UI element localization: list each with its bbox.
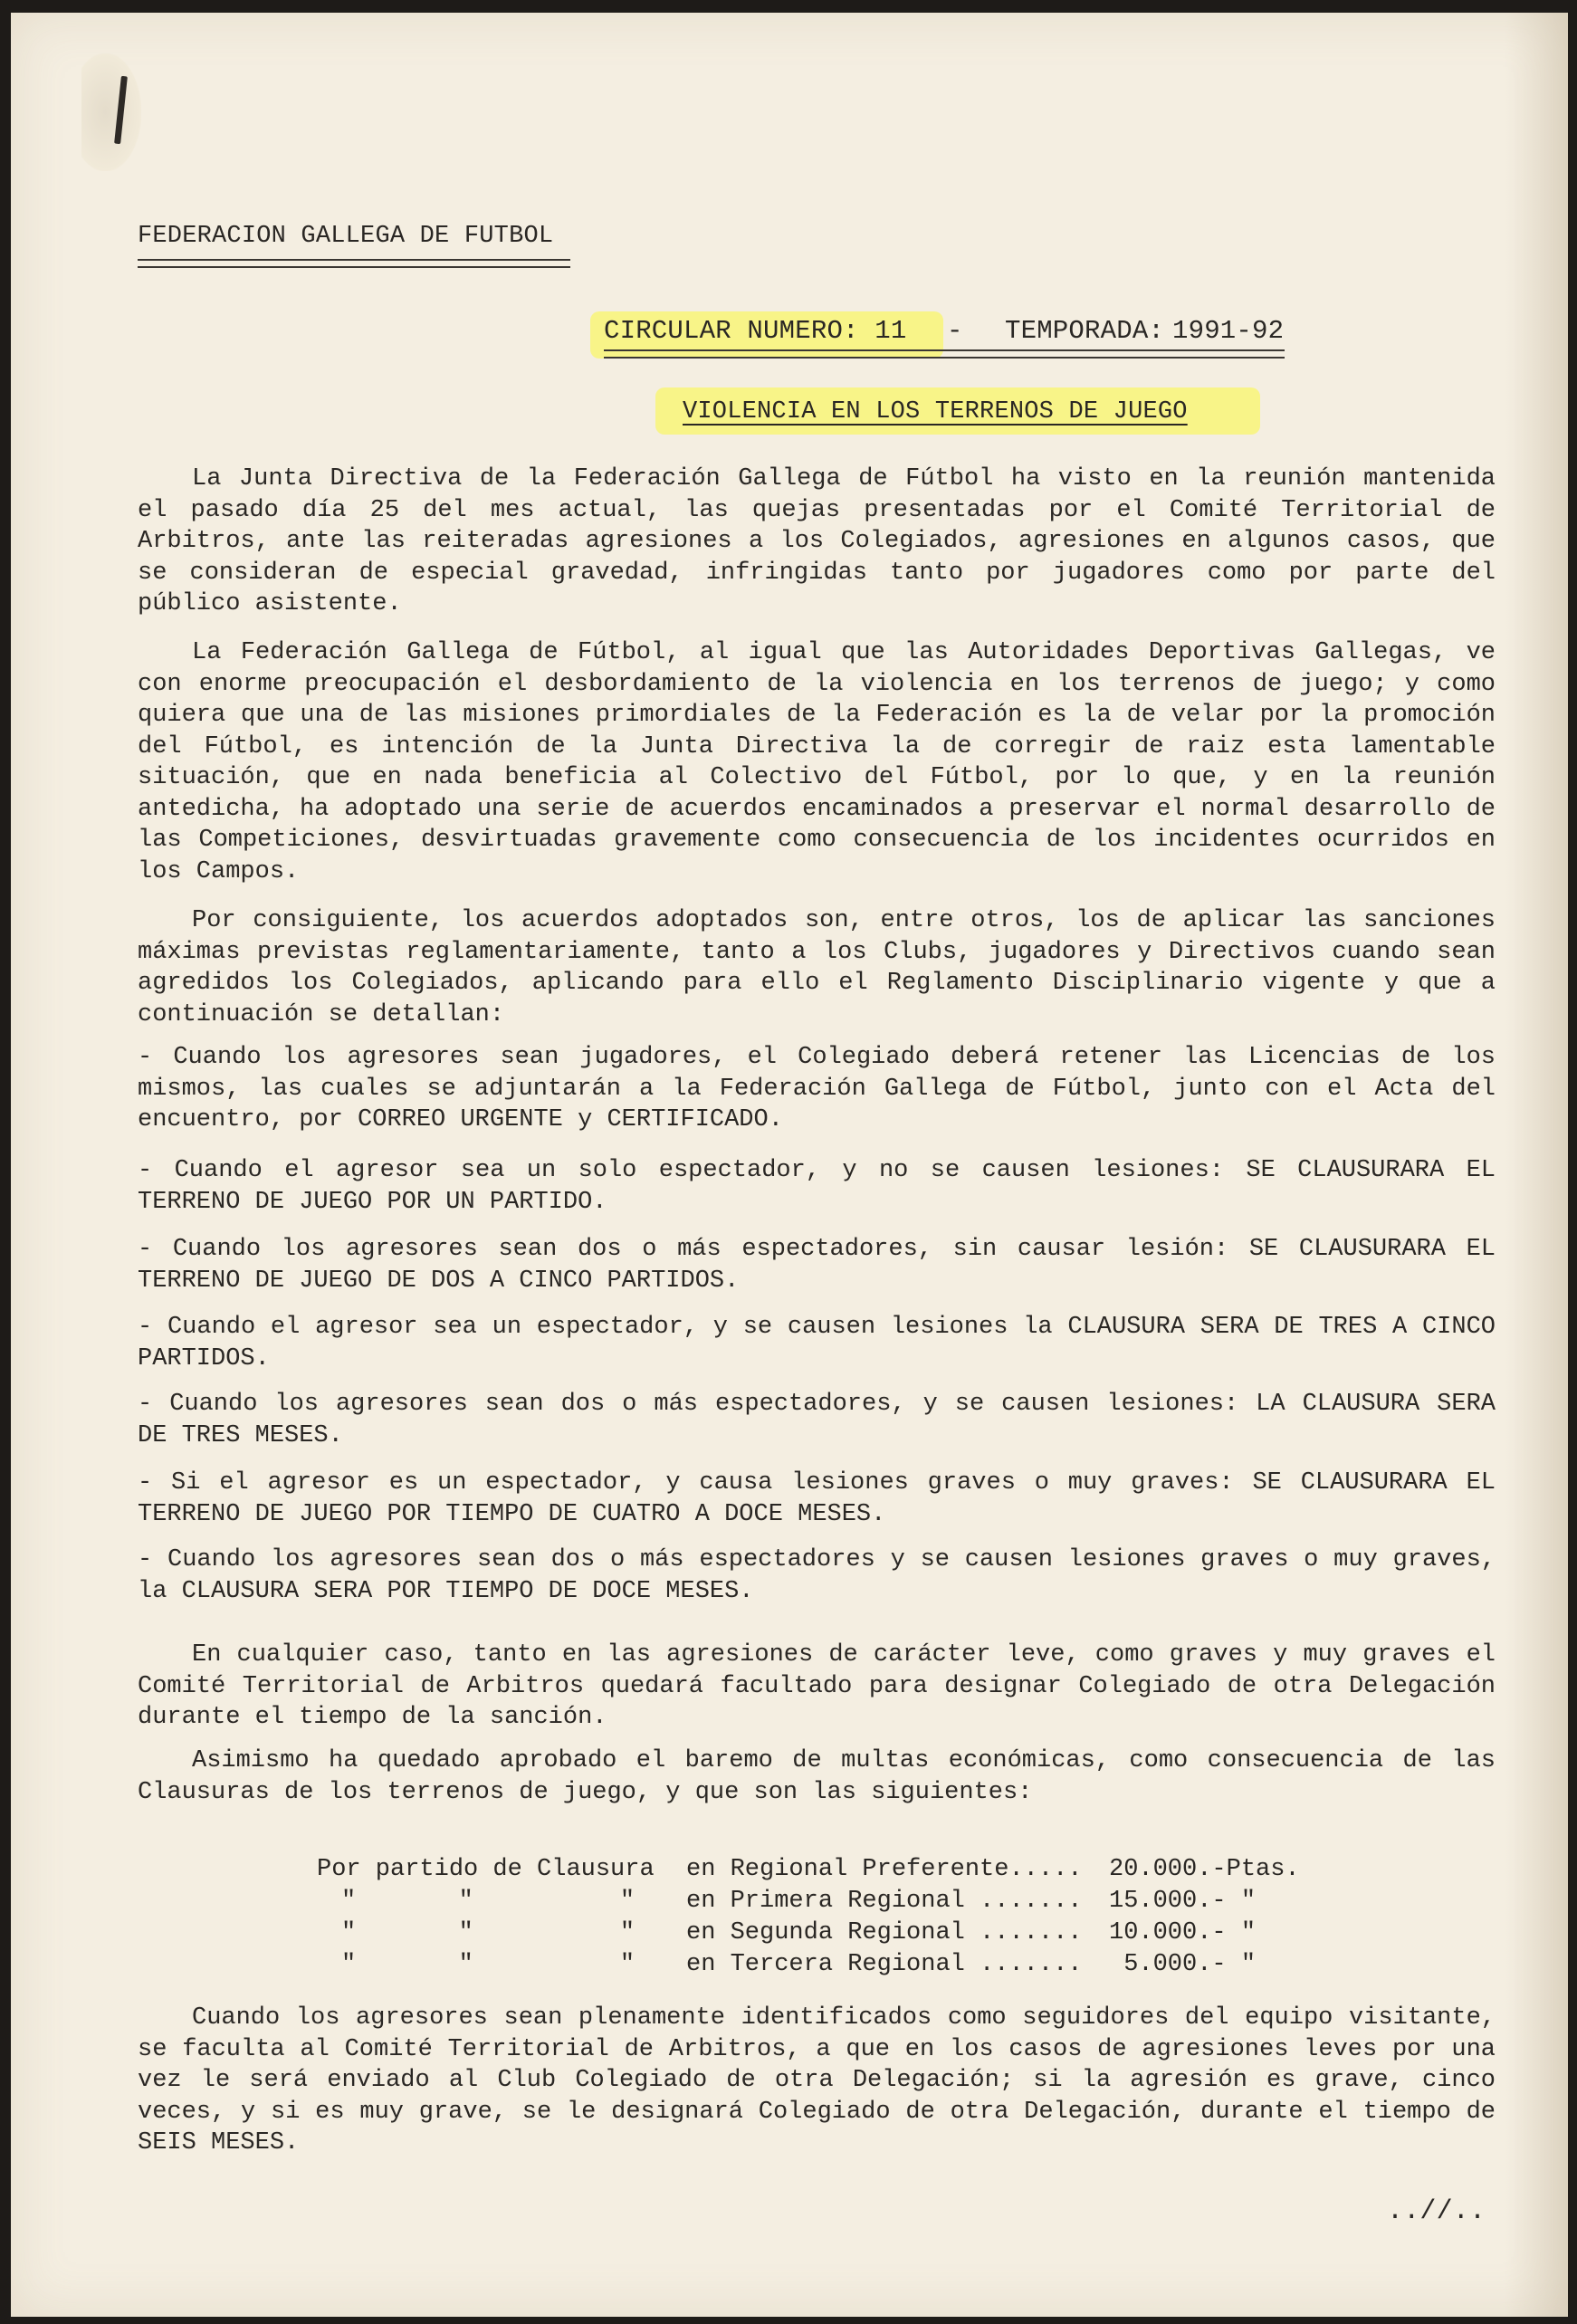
fine-row-prefix: " " " bbox=[341, 1888, 636, 1915]
circular-separator: - bbox=[947, 316, 963, 346]
sanction-item-4: - Cuando el agresor sea un espectador, y se causen lesiones la CLAUSURA SERA DE TRES A CINCO PARTIDOS. bbox=[138, 1314, 1496, 1372]
season-label: TEMPORADA: bbox=[1005, 316, 1165, 346]
punch-hole bbox=[81, 53, 141, 171]
document-page bbox=[11, 13, 1568, 2317]
organization-title-rule bbox=[138, 259, 570, 268]
fine-row-prefix: " " " bbox=[341, 1919, 636, 1946]
continuation-mark: ..//.. bbox=[1387, 2196, 1486, 2227]
page-shadow-edge bbox=[1505, 13, 1568, 2317]
fine-row-amount: 10.000.- " bbox=[1109, 1919, 1257, 1946]
fine-row-category: en Tercera Regional ....... bbox=[686, 1951, 1083, 1978]
sanction-item-6: - Si el agresor es un espectador, y causa lesiones graves o muy graves: SE CLAUSURARA EL TERRENO DE JUEGO POR TIEMPO DE CUATRO A DOCE MESES. bbox=[138, 1469, 1496, 1528]
paragraph-6: Cuando los agresores sean plenamente identificados como seguidores del equipo visitante, se faculta al Comité Territorial de Arbitros, a que en los casos de agresiones leves por una vez le será enviado al Club Colegiado de otra Delegación; si la agresión es grave, cinco veces, y si es muy grave, se le designará Colegiado de otra Delegación, durante el tiempo de SEIS MESES. bbox=[138, 2004, 1496, 2157]
sanction-item-1: - Cuando los agresores sean jugadores, el Colegiado deberá retener las Licencias de los mismos, las cuales se adjuntarán a la Federación Gallega de Fútbol, junto con el Acta del encuentro, por CORREO URGENTE y CERTIFICADO. bbox=[138, 1044, 1496, 1133]
organization-title: FEDERACION GALLEGA DE FUTBOL bbox=[138, 223, 554, 250]
fine-row-prefix: Por partido de Clausura bbox=[317, 1856, 655, 1883]
fine-row-category: en Segunda Regional ....... bbox=[686, 1919, 1083, 1946]
paragraph-1: La Junta Directiva de la Federación Gallega de Fútbol ha visto en la reunión mantenida el pasado día 25 del mes actual, las quejas presentadas por el Comité Territorial de Arbitros, ante las reiteradas agresiones a los Colegiados, agresiones en algunos casos, que se consideran de especial gravedad, infringidas tanto por jugadores como por parte del público asistente. bbox=[138, 465, 1496, 617]
paragraph-5: Asimismo ha quedado aprobado el baremo de multas económicas, como consecuencia de las Clausuras de los terrenos de juego, y que son las siguientes: bbox=[138, 1747, 1496, 1806]
sanction-item-3: - Cuando los agresores sean dos o más espectadores, sin causar lesión: SE CLAUSURARA EL TERRENO DE JUEGO DE DOS A CINCO PARTIDOS. bbox=[138, 1236, 1496, 1295]
fine-row-prefix: " " " bbox=[341, 1951, 636, 1978]
fine-row-category: en Primera Regional ....... bbox=[686, 1888, 1083, 1915]
fine-row-amount: 20.000.-Ptas. bbox=[1109, 1856, 1300, 1883]
season-value: 1991-92 bbox=[1172, 316, 1285, 346]
fine-row-category: en Regional Preferente..... bbox=[686, 1856, 1083, 1883]
subject-title: VIOLENCIA EN LOS TERRENOS DE JUEGO bbox=[683, 398, 1188, 426]
paragraph-2: La Federación Gallega de Fútbol, al igual que las Autoridades Deportivas Gallegas, ve con enorme preocupación el desbordamiento de la violencia en los terrenos de juego; y como quiera que una de las misiones primordiales de la Federación es la de velar por la promoción del Fútbol, es intención de la Junta Directiva la de corregir de raiz esta lamentable situación, que en nada beneficia al Colectivo del Fútbol, por lo que, y en la reunión antedicha, ha adoptado una serie de acuerdos encaminados a preservar el normal desarrollo de las Competiciones, desvirtuadas gravemente como consecuencia de los incidentes ocurridos en los Campos. bbox=[138, 639, 1496, 885]
sanction-item-5: - Cuando los agresores sean dos o más espectadores, y se causen lesiones: LA CLAUSURA SERA DE TRES MESES. bbox=[138, 1391, 1496, 1449]
sanction-item-2: - Cuando el agresor sea un solo espectador, y no se causen lesiones: SE CLAUSURARA EL TERRENO DE JUEGO POR UN PARTIDO. bbox=[138, 1157, 1496, 1216]
circular-number: CIRCULAR NUMERO: 11 bbox=[604, 316, 907, 346]
circular-rule bbox=[604, 349, 1285, 359]
sanction-item-7: - Cuando los agresores sean dos o más espectadores y se causen lesiones graves o muy graves, la CLAUSURA SERA POR TIEMPO DE DOCE MESES. bbox=[138, 1546, 1496, 1605]
fine-row-amount: 5.000.- " bbox=[1109, 1951, 1257, 1978]
fine-row-amount: 15.000.- " bbox=[1109, 1888, 1257, 1915]
paragraph-4: En cualquier caso, tanto en las agresiones de carácter leve, como graves y muy graves el Comité Territorial de Arbitros quedará facultado para designar Colegiado de otra Delegación durante el tiempo de la sanción. bbox=[138, 1641, 1496, 1731]
paragraph-3: Por consiguiente, los acuerdos adoptados son, entre otros, los de aplicar las sanciones máximas previstas reglamentariamente, tanto a los Clubs, jugadores y Directivos cuando sean agredidos los Colegiados, aplicando para ello el Reglamento Disciplinario vigente y que a continuación se detallan: bbox=[138, 907, 1496, 1028]
